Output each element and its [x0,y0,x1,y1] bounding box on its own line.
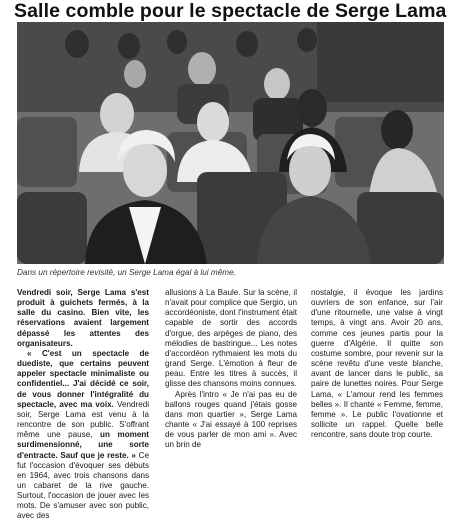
photo-caption: Dans un répertoire revisité, un Serge Lama égal à lui même. [17,268,236,277]
article-photo [17,22,444,264]
body-text-1: Vendredi soir, Serge Lama est venu à la rencontre de son public. S'offrant même une pause, [17,399,149,440]
article-lead: Vendredi soir, Serge Lama s'est produit à guichets fermés, à la salle du casino. Bien vite, les réservations avaient largement dépassé les attentes des organisateurs. [17,288,149,348]
article-paragraph-5: nostalgie, il évoque les jardins ouvriers de son enfance, sur l'air d'une ritournelle, une valse à vingt temps, à vingt ans. Avoir 20 ans, comme ces jeunes partis pour la guerre d'Algérie. Il quitte son costume sombre, pour revenir sur la scène revêtu d'une veste blanche, avant de lancer dans le public, sa paire de lunettes noires. Pour Serge Lama, « L'amour rend les femmes belles ». Il chante « Femme, femme, femme ». Le public l'ovationne et sollicite un rappel. Quelle belle rencontre, sans doute trop courte. [311,288,443,440]
article-paragraph-2 [17,349,149,522]
article-column-2 [165,288,297,451]
article-paragraph-4: Après l'intro « Je n'ai pas eu de ballons rouges quand j'étais gosse dans mon quartier », Serge Lama chante « J'ai essayé à 100 reprises de vous parler de mon ami ». Avec un brin de [165,389,297,450]
article-headline: Salle comble pour le spectacle de Serge Lama [14,0,447,22]
article-column-1 [17,288,149,522]
body-text-2: Ce fut l'occasion d'évoquer ses débuts en 1964, avec trois chansons dans un cabaret de la rive gauche. Surtout, l'occasion de jouer avec les mots. De s'amuser avec son public, avec des [17,450,149,521]
quote-text-1: « C'est un spectacle de duediste, que certains peuvent appeler spectacle minimaliste ou confidentiel... J'ai décidé ce soir, de vous donner l'intégralité du spectacle, avec ma voix. [17,348,149,409]
quote-text-2: un moment surdimensionné, une sorte d'entracte. Sauf que je reste. » [17,430,149,460]
article-paragraph-3: allusions à La Baule. Sur la scène, il n'avait pour complice que Sergio, un accordéoniste, dont l'instrument était capable de sortir des accords d'orgue, des arpèges de piano, des mélodies de bastringue... Les notes d'accordéon rythmaient les mots du grand Serge. L'émotion à fleur de peau. Entre les titres à succès, il glisse des chansons moins connues. [165,288,297,389]
article-column-3 [311,288,443,440]
